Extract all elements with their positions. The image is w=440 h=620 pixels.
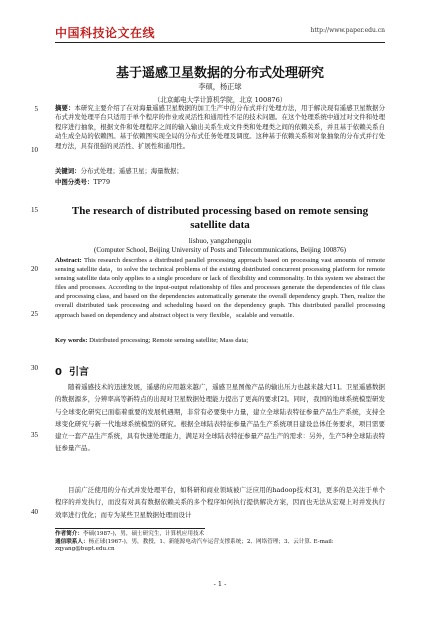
section-number: 0 (55, 367, 62, 378)
line-number: 15 (31, 206, 38, 214)
line-number: 35 (31, 431, 38, 439)
abstract-label-cn: 摘要： (55, 104, 75, 112)
page-header (55, 24, 385, 40)
clc-value: TP79 (93, 178, 111, 186)
line-number: 30 (31, 364, 38, 372)
header-rule (55, 42, 385, 43)
corresponding-author (55, 539, 385, 554)
keywords-cn (55, 166, 385, 175)
clc-label: 中图分类号： (55, 178, 94, 186)
keywords-text-cn: 分布式处理；遥感卫星；海量数据； (80, 167, 183, 175)
keywords-label-en: Key words: (55, 337, 88, 344)
authors-cn: 李硕，杨正球 (198, 82, 242, 91)
line-number: 5 (34, 105, 38, 113)
author-bio (55, 531, 385, 539)
author-bio-text: 李硕(1987-)，男，硕士研究生，计算机应用技术 (82, 531, 205, 537)
body-paragraph: 随着遥感技术的迅速发展，遥感的应用越来越广，遥感卫星图像产品的输出压力也越来越大[1]。卫星遥感数据的数据源多，分辨率高等新特点的出现对卫星数据处理能力提出了更高的要求[2]。同时，我国的地球系统模型研发与全球变化研究已面临着重要的发展机遇期，非常有必要集中力量，建立全球陆表特征参量产品生产系统，支持全球变化研究与新一代地球系统模型的研究。根据全球陆表特征参量产品生产系统项目建设总体任务要求，项目需要建立一套产品生产系统，具有快速处理能力，满足对全球陆表特征参量产品生产的需求：另外，生产5种全球陆表特征参量产品。 (55, 383, 385, 453)
paper-title-en: The research of distributed processing based on remote sensing satellite data (71, 205, 369, 231)
abstract-text-en: This research describes a distributed parallel processing approach based on processing vast amounts of remote sensing satellite data，to solve the technical problems of the existing distributed concurrent processing platform for remote sensing satellite data only applies to a single procedure or lack of flexibility and commonality. In this system we abstract the files and processes. According to the input-output relationship of files and processes generate the dependencies of file class and processing class, and based on the dependencies automatically generate the overall dependency graph. Then, realize the overall distributed task processing and scheduling based on the dependency graph. This distributed parallel processing approach based on dependency and abstract object is very flexible，scalable and versatile. (55, 257, 386, 319)
line-number: 20 (31, 265, 38, 273)
journal-logo: 中国科技论文在线 (55, 26, 156, 40)
abstract-en (55, 256, 385, 320)
corresponding-text: 杨正球(1967-)，男，教授，1、新能源电动汽车运营支撑系统；2、网络管理；3、云计算. E-mail: zqyang@bupt.edu.cn (55, 538, 334, 553)
affiliation-en: (Computer School, Beijing University of Posts and Telecommunications, Beijing 100876) (94, 246, 346, 254)
keywords-text-en: Distributed processing; Remote sensing satellite; Mass data; (89, 337, 249, 344)
affiliation-cn: （北京邮电大学计算机学院，北京 100876） (153, 96, 287, 104)
paper-title-cn: 基于遥感卫星数据的分布式处理研究 (115, 66, 324, 81)
corresponding-label: 通信联系人： (55, 538, 89, 545)
section-title: 引言 (68, 367, 89, 378)
abstract-text-cn: 本研究主要介绍了在对海量遥感卫星数据的加工生产中的分布式并行处理方法，用于解决现有遥感卫星数据分布式并发处理平台只适用于单个程序的作业或灵活性和通用性不足的技术问题。在这个处理系统中通过对文件和处理程序进行抽象，根据文件和处理程序之间的输入输出关系生成文件类和处理类之间的依赖关系，并且基于依赖关系自动生成全局的依赖图。基于依赖图实现全局的分布式任务处理及调度。这种基于依赖关系和对象抽象的分布式并行处理方法，具有很强的灵活性、扩展性和通用性。 (55, 104, 386, 150)
section-heading (55, 363, 89, 378)
line-number: 25 (31, 310, 38, 318)
line-number: 10 (31, 146, 38, 154)
author-bio-label: 作者简介： (55, 531, 83, 537)
abstract-cn (55, 104, 385, 151)
footnote (55, 531, 385, 554)
body-paragraph: 目前广泛使用的分布式并发处理平台，如科研和商业领域被广泛应用的hadoop技术[3]，更多的是关注于单个程序的并发执行，而没有对具有数据依赖关系的多个程序如何执行提供解决方案，因而也无法从宏观上对并发执行效率进行优化；而专为某些卫星数据处理而设计 (55, 486, 385, 519)
clc-number (55, 177, 385, 186)
authors-en: lishuo, yangzhengqiu (188, 236, 252, 245)
keywords-en (55, 337, 385, 344)
footnote-rule (55, 528, 205, 529)
keywords-label-cn: 关键词： (55, 167, 81, 175)
line-number: 40 (31, 508, 38, 516)
abstract-label-en: Abstract: (55, 257, 82, 264)
journal-url[interactable]: http://www.paper.edu.cn (310, 27, 385, 34)
page-number: - 1 - (213, 580, 227, 588)
